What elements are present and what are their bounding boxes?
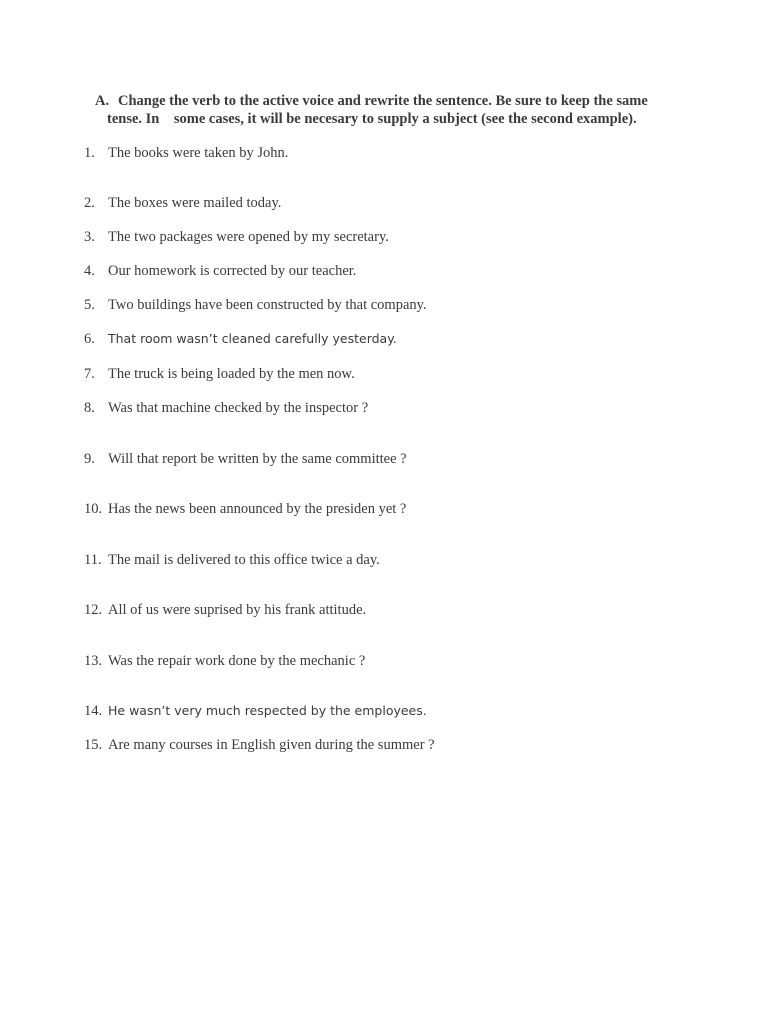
item-number: 11. bbox=[84, 552, 102, 568]
item-sentence: Two buildings have been constructed by that company. bbox=[108, 297, 427, 313]
instruction-line-2: tense. In some cases, it will be necesary to supply a subject (see the second example). bbox=[107, 111, 637, 127]
item-number: 9. bbox=[84, 451, 95, 467]
item-sentence: Has the news been announced by the presiden yet ? bbox=[108, 501, 407, 517]
item-number: 10. bbox=[84, 501, 103, 517]
exercise-item-2 bbox=[84, 194, 281, 212]
exercise-item-6 bbox=[84, 330, 397, 348]
section-marker: A. bbox=[95, 93, 110, 109]
item-number: 3. bbox=[84, 229, 95, 245]
item-number: 14. bbox=[84, 703, 103, 719]
item-sentence: Our homework is corrected by our teacher. bbox=[108, 263, 357, 279]
instruction-line-1 bbox=[95, 92, 685, 110]
item-number: 5. bbox=[84, 297, 95, 313]
item-sentence: The two packages were opened by my secretary. bbox=[108, 229, 389, 245]
item-number: 13. bbox=[84, 653, 103, 669]
item-sentence: Was the repair work done by the mechanic ? bbox=[108, 653, 366, 669]
item-number: 6. bbox=[84, 331, 95, 347]
item-sentence: The books were taken by John. bbox=[108, 145, 289, 161]
item-number: 8. bbox=[84, 400, 95, 416]
exercise-item-10 bbox=[84, 500, 406, 518]
exercise-item-12 bbox=[84, 601, 366, 619]
item-number: 2. bbox=[84, 195, 95, 211]
exercise-item-5 bbox=[84, 296, 427, 314]
item-sentence: Will that report be written by the same committee ? bbox=[108, 451, 407, 467]
item-number: 15. bbox=[84, 737, 103, 753]
item-number: 7. bbox=[84, 366, 95, 382]
exercise-item-3 bbox=[84, 228, 389, 246]
item-sentence: The mail is delivered to this office twice a day. bbox=[108, 552, 380, 568]
item-sentence: Was that machine checked by the inspector ? bbox=[108, 400, 369, 416]
exercise-item-11 bbox=[84, 551, 380, 569]
item-number: 12. bbox=[84, 602, 103, 618]
item-sentence: All of us were suprised by his frank attitude. bbox=[108, 602, 367, 618]
exercise-item-13 bbox=[84, 652, 365, 670]
item-sentence: That room wasn’t cleaned carefully yesterday. bbox=[108, 331, 397, 346]
item-sentence: He wasn’t very much respected by the employees. bbox=[108, 703, 427, 718]
item-sentence: The boxes were mailed today. bbox=[108, 195, 282, 211]
exercise-item-4 bbox=[84, 262, 356, 280]
item-sentence: Are many courses in English given during the summer ? bbox=[108, 737, 435, 753]
exercise-item-14 bbox=[84, 702, 427, 720]
item-sentence: The truck is being loaded by the men now. bbox=[108, 366, 355, 382]
exercise-item-8 bbox=[84, 399, 368, 417]
instruction-heading bbox=[95, 92, 685, 128]
item-number: 4. bbox=[84, 263, 95, 279]
exercise-item-9 bbox=[84, 450, 407, 468]
instruction-text-1: Change the verb to the active voice and rewrite the sentence. Be sure to keep the same bbox=[118, 93, 648, 109]
exercise-item-1 bbox=[84, 144, 288, 162]
item-number: 1. bbox=[84, 145, 95, 161]
exercise-item-15 bbox=[84, 736, 435, 754]
exercise-item-7 bbox=[84, 365, 355, 383]
